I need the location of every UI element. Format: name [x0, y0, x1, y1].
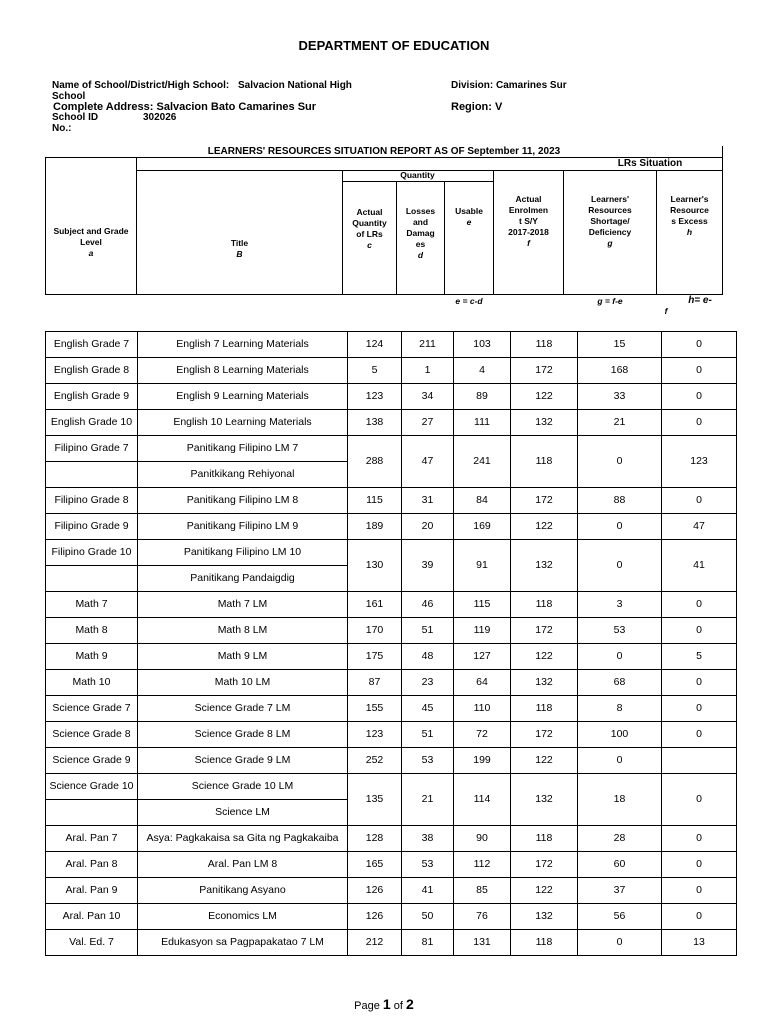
department-title: DEPARTMENT OF EDUCATION	[298, 38, 490, 53]
school-name-value-cont: School	[52, 91, 86, 102]
value-d-cell: 81	[402, 930, 454, 956]
value-d-cell: 20	[402, 514, 454, 540]
value-g-cell: 0	[578, 436, 662, 488]
value-e-cell: 111	[454, 410, 511, 436]
value-h-cell: 0	[662, 878, 737, 904]
of-word: of	[393, 1000, 403, 1012]
value-g-cell: 28	[578, 826, 662, 852]
complete-address: Complete Address: Salvacion Bato Camarines Sur	[53, 101, 317, 113]
value-g-cell: 0	[578, 644, 662, 670]
subject-cell: Val. Ed. 7	[46, 930, 138, 956]
subject-cell: Math 8	[46, 618, 138, 644]
division: Division: Camarines Sur	[451, 80, 567, 91]
value-h-cell: 0	[662, 410, 737, 436]
value-c-cell: 170	[348, 618, 402, 644]
subject-cell: Science Grade 8	[46, 722, 138, 748]
table-row	[46, 774, 737, 800]
value-g-cell: 37	[578, 878, 662, 904]
value-f-cell: 122	[511, 748, 578, 774]
value-c-cell: 115	[348, 488, 402, 514]
title-cell: Aral. Pan LM 8	[138, 852, 348, 878]
value-e-cell: 127	[454, 644, 511, 670]
value-c-cell: 189	[348, 514, 402, 540]
col-c-header: Actual Quantity of LRs c	[352, 207, 387, 250]
value-e-cell: 199	[454, 748, 511, 774]
value-e-cell: 110	[454, 696, 511, 722]
value-e-cell: 4	[454, 358, 511, 384]
value-g-cell: 21	[578, 410, 662, 436]
subject-cell: Aral. Pan 10	[46, 904, 138, 930]
value-e-cell: 112	[454, 852, 511, 878]
subject-cell: Aral. Pan 9	[46, 878, 138, 904]
table-row	[46, 670, 737, 696]
page-word: Page	[354, 1000, 380, 1012]
value-e-cell: 91	[454, 540, 511, 592]
value-d-cell: 53	[402, 852, 454, 878]
value-f-cell: 118	[511, 436, 578, 488]
value-h-cell: 47	[662, 514, 737, 540]
value-f-cell: 172	[511, 488, 578, 514]
subject-cell: English Grade 7	[46, 332, 138, 358]
value-d-cell: 50	[402, 904, 454, 930]
value-g-cell: 0	[578, 514, 662, 540]
title-cell: English 10 Learning Materials	[138, 410, 348, 436]
title-cell: Math 8 LM	[138, 618, 348, 644]
value-f-cell: 132	[511, 410, 578, 436]
value-g-cell: 60	[578, 852, 662, 878]
value-g-cell: 8	[578, 696, 662, 722]
title-cell: Panitikang Pandaigdig	[138, 566, 348, 592]
value-h-cell: 123	[662, 436, 737, 488]
col-h-header: Learner's Resource s Excess h	[670, 194, 709, 237]
value-g-cell: 88	[578, 488, 662, 514]
table-row	[46, 436, 737, 462]
value-e-cell: 85	[454, 878, 511, 904]
quantity-header: Quantity	[400, 170, 435, 180]
value-f-cell: 172	[511, 852, 578, 878]
value-f-cell: 172	[511, 358, 578, 384]
value-d-cell: 34	[402, 384, 454, 410]
formula-g: g = f-e	[597, 296, 623, 306]
value-c-cell: 288	[348, 436, 402, 488]
value-e-cell: 90	[454, 826, 511, 852]
value-c-cell: 126	[348, 904, 402, 930]
subject-cell: Science Grade 10	[46, 774, 138, 800]
table-row	[46, 540, 737, 566]
value-f-cell: 132	[511, 904, 578, 930]
value-c-cell: 161	[348, 592, 402, 618]
value-e-cell: 169	[454, 514, 511, 540]
value-d-cell: 45	[402, 696, 454, 722]
value-c-cell: 212	[348, 930, 402, 956]
table-row	[46, 748, 737, 774]
value-g-cell: 68	[578, 670, 662, 696]
table-row	[46, 644, 737, 670]
subject-cell: English Grade 10	[46, 410, 138, 436]
value-g-cell: 53	[578, 618, 662, 644]
value-f-cell: 122	[511, 878, 578, 904]
table-row	[46, 722, 737, 748]
value-e-cell: 72	[454, 722, 511, 748]
value-d-cell: 39	[402, 540, 454, 592]
school-id-label: School ID	[52, 112, 99, 123]
value-f-cell: 132	[511, 774, 578, 826]
title-cell: English 7 Learning Materials	[138, 332, 348, 358]
value-g-cell: 0	[578, 748, 662, 774]
value-g-cell: 0	[578, 540, 662, 592]
value-c-cell: 128	[348, 826, 402, 852]
value-f-cell: 118	[511, 332, 578, 358]
title-cell: Panitikang Filipino LM 8	[138, 488, 348, 514]
value-f-cell: 122	[511, 644, 578, 670]
table-body	[46, 332, 737, 956]
value-d-cell: 47	[402, 436, 454, 488]
value-f-cell: 122	[511, 384, 578, 410]
value-g-cell: 3	[578, 592, 662, 618]
school-id-value: 302026	[143, 112, 177, 123]
value-h-cell: 0	[662, 358, 737, 384]
table-row	[46, 410, 737, 436]
value-f-cell: 118	[511, 930, 578, 956]
value-d-cell: 41	[402, 878, 454, 904]
formula-e: e = c-d	[455, 296, 483, 306]
value-h-cell: 0	[662, 618, 737, 644]
page-total: 2	[406, 996, 414, 1012]
table-row	[46, 592, 737, 618]
value-c-cell: 124	[348, 332, 402, 358]
value-d-cell: 31	[402, 488, 454, 514]
col-d-header: Losses and Damag es d	[405, 206, 436, 260]
value-h-cell: 0	[662, 384, 737, 410]
value-f-cell: 132	[511, 540, 578, 592]
value-h-cell	[662, 748, 737, 774]
table-row	[46, 358, 737, 384]
value-e-cell: 103	[454, 332, 511, 358]
value-e-cell: 89	[454, 384, 511, 410]
title-cell: English 8 Learning Materials	[138, 358, 348, 384]
subject-cell: Aral. Pan 8	[46, 852, 138, 878]
formula-h: h= e-	[688, 295, 712, 306]
value-f-cell: 118	[511, 592, 578, 618]
value-c-cell: 123	[348, 384, 402, 410]
value-h-cell: 41	[662, 540, 737, 592]
subject-cell-empty	[46, 566, 138, 592]
value-c-cell: 252	[348, 748, 402, 774]
value-e-cell: 241	[454, 436, 511, 488]
table-row	[46, 930, 737, 956]
title-cell: Math 9 LM	[138, 644, 348, 670]
region: Region: V	[451, 101, 503, 113]
title-cell: Math 7 LM	[138, 592, 348, 618]
table-row	[46, 514, 737, 540]
value-c-cell: 87	[348, 670, 402, 696]
value-e-cell: 114	[454, 774, 511, 826]
column-header-grid	[0, 0, 768, 330]
value-d-cell: 51	[402, 618, 454, 644]
subject-cell: Science Grade 9	[46, 748, 138, 774]
value-c-cell: 126	[348, 878, 402, 904]
subject-cell: Math 7	[46, 592, 138, 618]
value-h-cell: 0	[662, 332, 737, 358]
value-f-cell: 118	[511, 826, 578, 852]
value-h-cell: 13	[662, 930, 737, 956]
title-cell: Panitikang Filipino LM 9	[138, 514, 348, 540]
value-e-cell: 119	[454, 618, 511, 644]
col-e-header: Usable e	[455, 206, 483, 227]
subject-cell: Aral. Pan 7	[46, 826, 138, 852]
col-b-header: Title B	[230, 238, 249, 259]
title-cell: Economics LM	[138, 904, 348, 930]
subject-cell: Filipino Grade 9	[46, 514, 138, 540]
value-h-cell: 0	[662, 904, 737, 930]
value-d-cell: 51	[402, 722, 454, 748]
value-c-cell: 123	[348, 722, 402, 748]
value-h-cell: 0	[662, 774, 737, 826]
title-cell: Science LM	[138, 800, 348, 826]
value-h-cell: 5	[662, 644, 737, 670]
subject-cell: Filipino Grade 7	[46, 436, 138, 462]
value-g-cell: 18	[578, 774, 662, 826]
value-c-cell: 138	[348, 410, 402, 436]
table-row	[46, 618, 737, 644]
formula-h-cont: f	[664, 306, 668, 316]
value-c-cell: 165	[348, 852, 402, 878]
table-row	[46, 852, 737, 878]
lrs-situation-header: LRs Situation	[617, 158, 683, 169]
value-g-cell: 15	[578, 332, 662, 358]
value-h-cell: 0	[662, 722, 737, 748]
value-f-cell: 172	[511, 618, 578, 644]
title-cell: Math 10 LM	[138, 670, 348, 696]
value-g-cell: 100	[578, 722, 662, 748]
title-cell: Panitikang Asyano	[138, 878, 348, 904]
subject-cell-empty	[46, 462, 138, 488]
value-d-cell: 38	[402, 826, 454, 852]
table-row	[46, 904, 737, 930]
subject-cell-empty	[46, 800, 138, 826]
value-c-cell: 155	[348, 696, 402, 722]
value-d-cell: 53	[402, 748, 454, 774]
subject-cell: English Grade 8	[46, 358, 138, 384]
value-h-cell: 0	[662, 592, 737, 618]
value-h-cell: 0	[662, 826, 737, 852]
value-h-cell: 0	[662, 852, 737, 878]
subject-cell: Math 10	[46, 670, 138, 696]
value-f-cell: 122	[511, 514, 578, 540]
table-row	[46, 332, 737, 358]
number-label: No.:	[52, 123, 72, 134]
table-row	[46, 826, 737, 852]
value-g-cell: 33	[578, 384, 662, 410]
value-d-cell: 21	[402, 774, 454, 826]
value-g-cell: 0	[578, 930, 662, 956]
value-e-cell: 131	[454, 930, 511, 956]
value-h-cell: 0	[662, 696, 737, 722]
title-cell: Science Grade 9 LM	[138, 748, 348, 774]
value-d-cell: 48	[402, 644, 454, 670]
value-c-cell: 5	[348, 358, 402, 384]
school-name-label: Name of School/District/High School:	[52, 80, 230, 91]
table-row	[46, 696, 737, 722]
page-number: 1	[382, 996, 391, 1012]
table-row	[46, 384, 737, 410]
value-d-cell: 46	[402, 592, 454, 618]
table-row	[46, 878, 737, 904]
col-f-header: Actual Enrolmen t S/Y 2017-2018 f	[508, 194, 549, 248]
value-c-cell: 175	[348, 644, 402, 670]
page-footer	[0, 996, 768, 1012]
value-h-cell: 0	[662, 488, 737, 514]
value-g-cell: 56	[578, 904, 662, 930]
title-cell: Science Grade 8 LM	[138, 722, 348, 748]
title-cell: Edukasyon sa Pagpapakatao 7 LM	[138, 930, 348, 956]
value-d-cell: 27	[402, 410, 454, 436]
value-g-cell: 168	[578, 358, 662, 384]
report-title: LEARNERS' RESOURCES SITUATION REPORT AS OF September 11, 2023	[207, 146, 561, 157]
value-d-cell: 23	[402, 670, 454, 696]
value-d-cell: 211	[402, 332, 454, 358]
title-cell: Asya: Pagkakaisa sa Gita ng Pagkakaiba	[138, 826, 348, 852]
subject-cell: Filipino Grade 8	[46, 488, 138, 514]
subject-cell: Filipino Grade 10	[46, 540, 138, 566]
value-h-cell: 0	[662, 670, 737, 696]
value-f-cell: 172	[511, 722, 578, 748]
school-name-value: Salvacion National High	[238, 80, 352, 91]
col-a-header: Subject and Grade Level a	[53, 226, 129, 258]
title-cell: Science Grade 7 LM	[138, 696, 348, 722]
value-f-cell: 132	[511, 670, 578, 696]
value-e-cell: 64	[454, 670, 511, 696]
subject-cell: English Grade 9	[46, 384, 138, 410]
resources-table	[45, 331, 737, 956]
title-cell: Science Grade 10 LM	[138, 774, 348, 800]
value-e-cell: 76	[454, 904, 511, 930]
value-f-cell: 118	[511, 696, 578, 722]
value-c-cell: 130	[348, 540, 402, 592]
value-e-cell: 115	[454, 592, 511, 618]
title-cell: Panitikang Filipino LM 7	[138, 436, 348, 462]
title-cell: English 9 Learning Materials	[138, 384, 348, 410]
value-e-cell: 84	[454, 488, 511, 514]
subject-cell: Science Grade 7	[46, 696, 138, 722]
title-cell: Panitkikang Rehiyonal	[138, 462, 348, 488]
table-row	[46, 488, 737, 514]
col-g-header: Learners' Resources Shortage/ Deficiency g	[588, 194, 632, 248]
subject-cell: Math 9	[46, 644, 138, 670]
value-d-cell: 1	[402, 358, 454, 384]
title-cell: Panitikang Filipino LM 10	[138, 540, 348, 566]
value-c-cell: 135	[348, 774, 402, 826]
